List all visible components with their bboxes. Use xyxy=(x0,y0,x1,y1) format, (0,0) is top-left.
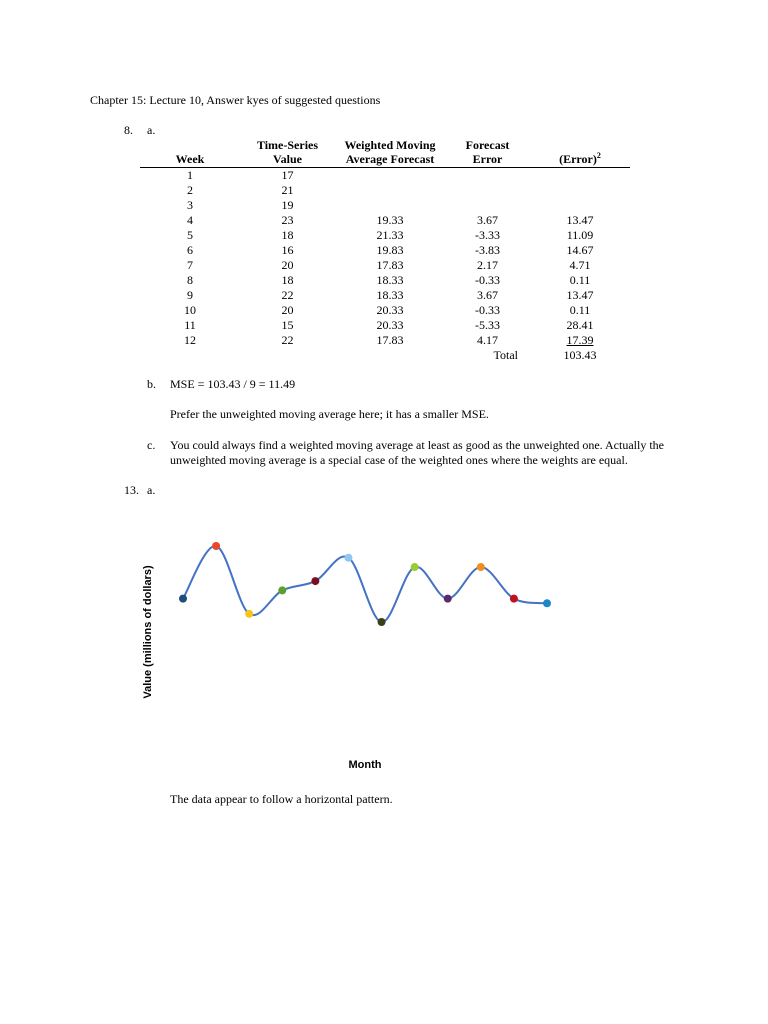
cell-error: -0.33 xyxy=(475,273,500,287)
cell-value: 18 xyxy=(281,273,294,287)
cell-error xyxy=(445,183,530,198)
cell-error: -0.33 xyxy=(475,303,500,317)
table-row xyxy=(140,243,630,258)
cell-error-sq: 28.41 xyxy=(566,318,594,332)
cell-forecast: 20.33 xyxy=(376,318,404,332)
cell-error-sq: 0.11 xyxy=(569,273,591,287)
cell-week: 4 xyxy=(187,213,193,227)
document-title: Chapter 15: Lecture 10, Answer kyes of suggested questions xyxy=(90,93,381,107)
cell-forecast: 21.33 xyxy=(376,228,404,242)
table-row xyxy=(140,273,630,288)
data-point xyxy=(444,595,452,603)
cell-forecast: 17.83 xyxy=(376,333,404,347)
cell-error: -3.33 xyxy=(475,228,500,242)
q8-part-a: a. xyxy=(147,123,156,137)
prefer-line: Prefer the unweighted moving average here; it has a smaller MSE. xyxy=(170,407,489,421)
mse-line: MSE = 103.43 / 9 = 11.49 xyxy=(170,377,296,391)
cell-week: 11 xyxy=(184,318,196,332)
cell-error: -3.83 xyxy=(475,243,500,257)
cell-value: 16 xyxy=(281,243,294,257)
cell-forecast: 19.83 xyxy=(376,243,404,257)
q8-part-c: c. xyxy=(147,438,156,452)
q8-number: 8. xyxy=(124,123,133,137)
table-row xyxy=(140,228,630,243)
part-c-text: You could always find a weighted moving average at least as good as the unweighted one. Actually the unweighted moving average is a special case of the weighted ones where the weights are equal. xyxy=(170,438,664,467)
x-axis-label: Month xyxy=(348,759,382,771)
cell-forecast xyxy=(335,198,445,213)
cell-forecast xyxy=(335,183,445,198)
cell-week: 8 xyxy=(187,273,193,287)
header-ts-value: Time-Series Value xyxy=(240,138,335,168)
conclusion-text: The data appear to follow a horizontal pattern. xyxy=(170,792,393,806)
series-line xyxy=(183,546,547,622)
cell-value: 20 xyxy=(281,303,294,317)
cell-forecast xyxy=(335,168,445,184)
cell-error-sq: 4.71 xyxy=(569,258,591,272)
header-error-squared: (Error)$^2$ xyxy=(530,138,630,168)
cell-forecast: 19.33 xyxy=(376,213,404,227)
cell-value: 20 xyxy=(281,258,294,272)
y-axis-label: Value (millions of dollars) xyxy=(142,565,154,699)
q8-part-b: b. xyxy=(147,377,156,391)
cell-week: 7 xyxy=(187,258,193,272)
table-body xyxy=(140,168,630,364)
cell-value: 22 xyxy=(281,333,294,347)
cell-forecast: 18.33 xyxy=(376,273,404,287)
value-by-month-chart xyxy=(0,500,768,820)
cell-forecast: 18.33 xyxy=(376,288,404,302)
cell-week: 2 xyxy=(187,183,193,197)
table-row xyxy=(140,258,630,273)
header-forecast-error: Forecast Error xyxy=(445,138,530,168)
cell-error: 3.67 xyxy=(477,288,498,302)
cell-error-sq: 13.47 xyxy=(566,213,594,227)
table-row xyxy=(140,198,630,213)
cell-forecast: 17.83 xyxy=(376,258,404,272)
cell-value: 17 xyxy=(281,168,294,182)
cell-value: 23 xyxy=(281,213,294,227)
data-point xyxy=(378,618,386,626)
data-point xyxy=(411,563,419,571)
cell-error-sq: 13.47 xyxy=(566,288,594,302)
cell-error-sq: 0.11 xyxy=(569,303,591,317)
cell-error: 3.67 xyxy=(477,213,498,227)
data-point xyxy=(543,599,551,607)
data-point xyxy=(179,595,187,603)
cell-value: 21 xyxy=(281,183,294,197)
table-row xyxy=(140,183,630,198)
cell-value: 22 xyxy=(281,288,294,302)
data-point xyxy=(344,554,352,562)
q13-part-a: a. xyxy=(147,483,156,497)
cell-error: -5.33 xyxy=(475,318,500,332)
cell-error xyxy=(445,168,530,184)
q13-number: 13. xyxy=(124,483,139,497)
table-row xyxy=(140,318,630,333)
cell-week: 3 xyxy=(187,198,193,212)
cell-week: 9 xyxy=(187,288,193,302)
cell-error-sq xyxy=(530,168,630,184)
table-row xyxy=(140,213,630,228)
table-row xyxy=(140,288,630,303)
cell-error-sq: 11.09 xyxy=(566,228,594,242)
cell-error: 4.17 xyxy=(477,333,498,347)
cell-error-sq xyxy=(530,183,630,198)
cell-error-sq: 14.67 xyxy=(566,243,594,257)
data-point xyxy=(245,610,253,618)
empty-cell xyxy=(240,348,335,363)
table-row xyxy=(140,168,630,184)
empty-cell xyxy=(335,348,445,363)
table-total-row xyxy=(140,348,630,363)
data-point xyxy=(477,563,485,571)
cell-value: 18 xyxy=(281,228,294,242)
cell-error xyxy=(445,198,530,213)
data-point xyxy=(311,577,319,585)
cell-week: 1 xyxy=(187,168,193,182)
empty-cell xyxy=(140,348,240,363)
cell-error: 2.17 xyxy=(477,258,498,272)
data-point xyxy=(278,586,286,594)
total-value: 103.43 xyxy=(563,348,597,362)
header-week: Week xyxy=(140,138,240,168)
cell-value: 15 xyxy=(281,318,294,332)
cell-week: 10 xyxy=(184,303,196,317)
cell-forecast: 20.33 xyxy=(376,303,404,317)
table-row xyxy=(140,333,630,348)
cell-value: 19 xyxy=(281,198,294,212)
data-point xyxy=(212,542,220,550)
forecast-table xyxy=(140,138,630,363)
cell-error-sq xyxy=(530,198,630,213)
cell-error-sq: 17.39 xyxy=(566,333,594,347)
cell-week: 12 xyxy=(184,333,196,347)
total-label: Total xyxy=(493,348,518,362)
data-point xyxy=(510,595,518,603)
header-wma-forecast: Weighted Moving Average Forecast xyxy=(335,138,445,168)
table-row xyxy=(140,303,630,318)
cell-week: 6 xyxy=(187,243,193,257)
cell-week: 5 xyxy=(187,228,193,242)
